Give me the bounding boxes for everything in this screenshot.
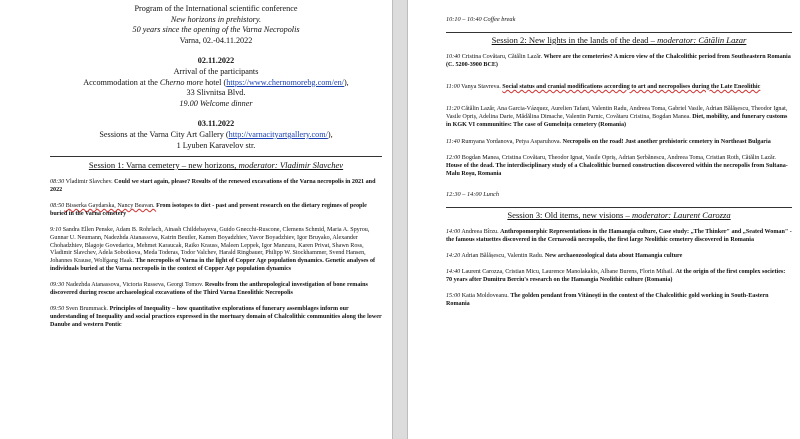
hotel-name: Cherno more (159, 77, 204, 87)
program-header (50, 4, 382, 46)
hotel-link[interactable]: https://www.chernomorebg.com/en/ (226, 77, 344, 87)
day1-accommodation: Accommodation at the Cherno more hotel (https://www.chernomorebg.com/en/), (83, 77, 349, 87)
day2-date: 03.11.2022 (197, 119, 235, 129)
divider (446, 32, 792, 33)
talk-item: 9:10 Sandra Ellen Penske, Adam B. Rohrlach, Ainash Childebayeva, Guido Gnecchi-Ruscone, Clemens Schmid, Maria A. Spyrou, Gunnar U. Neumann, Nadezhda Atanassova, Katrin Beutler, Kamen Boyadzhiev, Yavor Boyadzhiev, Igor Bruyako, Alexander Chohadzhiev, Blagoje Govedarica, Mehmet Karaucak, Raiko Krauss, Maleen Leppek, Igor Manzura, Karen Privat, Shawn Ross, Vladimir Slavchev, Adela Sobotkova, Meda Toderas, Todor Valchev, Harald Ringbauer, Philipp W. Stockhammer, Svend Hansen, Johannes Krause, Wolfgang Haak. The necropolis of Varna in the light of Copper Age population dynamics. Genetic analyses of individuals buried at the Varna necropolis in the context of Copper Age population dynamics (50, 226, 376, 273)
page-gutter (392, 0, 408, 439)
session1-talks (50, 179, 382, 330)
talk-item: 15:00 Katia Moldoveanu. The golden pendant from Vităneşti in the context of the Chalcolithic gold working in South-Eastern Romania (446, 292, 769, 307)
left-page (0, 0, 392, 439)
session2-heading: Session 2: New lights in the lands of the dead – moderator: Cătălin Lazar (491, 35, 747, 45)
header-line-3: 50 years since the opening of the Varna Necropolis (132, 25, 300, 35)
talk-item: 14:00 Andreea Bîrzu. Anthropomorphic Representations in the Hamangia culture, Case study: „The Thinker" and „Seated Woman" - the famous statuettes discovered in the Cernavodă necropolis, the first large Neolithic cemetery discovered in Romania (446, 229, 792, 243)
day1-address: 33 Slivnitsa Blvd. (186, 88, 246, 98)
day1-date: 02.11.2022 (197, 56, 235, 66)
talk-item: 14:20 Adrian Bălășescu, Valentin Radu. New archaeozoological data about Hamangia culture (446, 252, 683, 259)
session3-heading: Session 3: Old items, new visions – moderator: Laurent Carozza (507, 210, 731, 221)
header-line-4: Varna, 02.-04.11.2022 (179, 35, 253, 45)
divider (446, 207, 792, 208)
talk-item: 12:00 Bogdan Manea, Cristina Covătaru, Theodor Ignat, Vasile Opriș, Adrian Șerbănescu, Andreea Toma, Cristian Roth, Cătălin Lazăr. House of the dead. The interdisciplinary study of a Chalcolithic burned construction discovered within the necropolis from Sultana-Malu Roșu, Romania (446, 155, 788, 178)
talk-item: 11:40 Rumyana Yordanova, Petya Asparuhova. Necropolis on the road! Just another prehistoric cemetery in Northeast Bulgaria (446, 139, 771, 146)
day2-address: 1 Lyuben Karavelov str. (176, 140, 256, 150)
talk-item: 11:20 Cătălin Lazăr, Ana Garcia-Vázquez, Aurelien Tafani, Valentin Radu, Andreea Toma, Gabriel Vasile, Adrian Bălășescu, Theodor Ignat, Vasile Opriș, Adelina Darie, Mădălina Dimache, Valentin Parnic, Covătaru Cristina, Bogdan Manea. Diet, mobility, and funerary customs in KGK VI communities: The case of Gumelnița cemetery (Romania) (446, 105, 788, 128)
talk-item: 09:30 Nadezhda Atanassova, Victoria Russeva, Georgi Tomov. Results from the anthropological investigation of bone remains discovered during rescue archaeological excavations of the Third Varna Eneolithic Necropolis (50, 282, 368, 297)
venue-link[interactable]: http://varnacityartgallery.com/ (228, 129, 328, 139)
talk-item: 09:50 Sven Brummack. Principles of Inequality – how quantitative explorations of funerary assemblages inform our understanding of Inequality and social practices expressed in the mortuary domain of Chalcolithic communities along the lower Danube and western Pontic (50, 306, 382, 328)
session2-talks (446, 54, 792, 179)
day1-arrival: Arrival of the participants (173, 66, 259, 76)
talk-item: 08:50 Bisserka Gaydarska, Nancy Beavan. From isotopes to diet - past and present research on the dietary regimes of people buried in the Varna cemetery (50, 202, 367, 217)
day1-dinner: 19.00 Welcome dinner (179, 98, 253, 108)
talk-item: 08:30 Vladimir Slavchev. Could we start again, please? Results of the renewed excavations of the Varna necropolis in 2021 and 2022 (50, 179, 376, 194)
talk-item: 10:40 Cristina Covătaru, Cătălin Lazăr. Where are the cemeteries? A micro view of the Chalcolithic period from Southeastern Romania (C. 5200-3900 BCE) (446, 54, 791, 68)
divider (50, 156, 382, 157)
day2-venue: Sessions at the Varna City Art Gallery (http://varnacityartgallery.com/), (99, 129, 333, 139)
day1-block (50, 67, 382, 109)
header-line-2: New horizons in prehistory. (170, 14, 262, 24)
coffee-break: 10:10 – 10:40 Coffee break (446, 16, 516, 23)
header-line-1: Program of the International scientific conference (134, 4, 298, 13)
talk-item: 11:00 Vanya Stavreva. Social status and cranial modifications according to art and necropolises during the Late Eneolithic (446, 83, 761, 90)
right-page (408, 0, 800, 439)
session3-talks (446, 229, 792, 308)
talk-item: 14:40 Laurent Carozza, Cristian Micu, Laurence Manolakakis, Albane Burens, Florin Mihail. At the origin of the first complex societies: 70 years after Dumitru Berciu's research on the Hamangia Neolithic culture (Romania) (446, 268, 786, 283)
lunch-break: 12:30 – 14:00 Lunch (446, 191, 499, 199)
session1-heading: Session 1: Varna cemetery – new horizons, moderator: Vladimir Slavchev (88, 160, 344, 171)
day2-block (50, 130, 382, 151)
